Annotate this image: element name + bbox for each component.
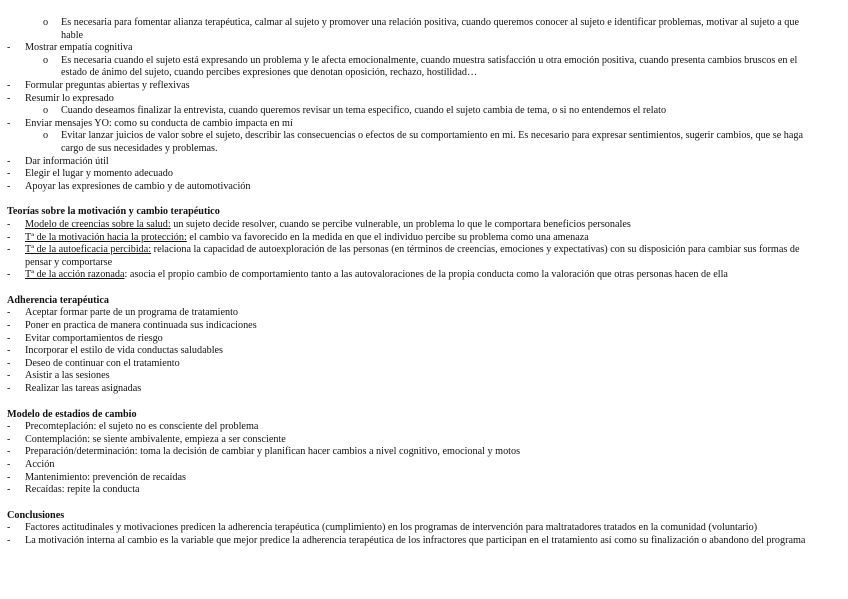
theory-text: un sujeto decide resolver, cuando se percibe vulnerable, un problema lo que le comportara beneficios personales	[170, 218, 631, 230]
dash-marker: -	[7, 79, 11, 91]
theory-term: Modelo de creencias sobre la salud:	[25, 218, 171, 230]
sub-item-text: Es necesaria cuando el sujeto está expresando un problema y le afecta emocionalmente, cuando muestra satisfacción u otra emoción positiva, cuando presenta cambios bruscos en el estado de ánimo del sujeto, cuando percibes expresiones que denotan oposición, rechazo, hostilidad…	[61, 54, 798, 79]
dash-marker: -	[7, 42, 11, 54]
list-item	[7, 219, 810, 232]
list-item-text: Poner en practica de manera continuada sus indicaciones	[25, 320, 257, 332]
list-item-text: Mantenimiento: prevención de recaídas	[25, 471, 186, 483]
sub-list-item	[7, 55, 810, 80]
dash-marker: -	[7, 446, 11, 458]
dash-marker: -	[7, 155, 11, 167]
list-item	[7, 168, 810, 181]
dash-marker: -	[7, 168, 11, 180]
stages-list	[7, 421, 810, 497]
list-item	[7, 307, 810, 320]
conclusions-list	[7, 522, 810, 547]
list-item	[7, 333, 810, 346]
sub-list-item	[7, 17, 810, 42]
list-item-text: Mostrar empatía cognitiva	[25, 42, 133, 54]
list-item	[7, 434, 810, 447]
list-item	[7, 244, 810, 269]
theory-text: relaciona la capacidad de autoexploración de las personas (en términos de creencias, emociones y expectativas) con su disposición para cambiar sus formas de pensar y comportarse	[25, 244, 800, 268]
list-item	[7, 383, 810, 396]
dash-marker: -	[7, 370, 11, 382]
list-item-text: Aceptar formar parte de un programa de tratamiento	[25, 307, 238, 319]
section-heading-stages: Modelo de estadios de cambio	[7, 408, 137, 420]
list-item-text: Asistir a las sesiones	[25, 370, 110, 382]
list-item-text: Factores actitudinales y motivaciones predicen la adherencia terapéutica (cumplimiento) en los programas de intervención para maltratadores tratados en la comunidad (voluntario)	[25, 522, 758, 534]
theory-term: Tª de la autoeficacia percibida:	[25, 244, 152, 256]
dash-marker: -	[7, 383, 11, 395]
dash-marker: -	[7, 357, 11, 369]
list-item-text: Precomteplación: el sujeto no es consciente del problema	[25, 421, 259, 433]
list-item	[7, 269, 810, 282]
list-item	[7, 42, 810, 55]
dash-marker: -	[7, 421, 11, 433]
theories-list	[7, 219, 810, 282]
list-item-text: Contemplación: se siente ambivalente, empieza a ser consciente	[25, 433, 286, 445]
dash-marker: -	[7, 332, 11, 344]
list-item	[7, 345, 810, 358]
dash-marker: -	[7, 345, 11, 357]
list-item	[7, 459, 810, 472]
theory-term: Tª de la acción razonada	[25, 269, 125, 281]
dash-marker: -	[7, 231, 11, 243]
sub-item-text: Es necesaria para fomentar alianza terapéutica, calmar al sujeto y promover una relación positiva, cuando queremos conocer al sujeto e identificar problemas, motivar al sujeto a que hable	[61, 17, 800, 41]
list-item	[7, 181, 810, 194]
list-item	[7, 522, 810, 535]
list-item-text: Enviar mensajes YO: como su conducta de cambio impacta en mí	[25, 117, 293, 129]
dash-marker: -	[7, 459, 11, 470]
list-item	[7, 446, 810, 459]
dash-marker: -	[7, 522, 11, 534]
list-item-text: Recaídas: repite la conducta	[25, 484, 140, 496]
dash-marker: -	[7, 484, 11, 496]
dash-marker: -	[7, 244, 11, 256]
theory-term: Tª de la motivación hacia la protección:	[25, 231, 187, 243]
dash-marker: -	[7, 117, 11, 129]
dash-marker: -	[7, 320, 11, 332]
dash-marker: -	[7, 218, 11, 230]
list-item-text: Elegir el lugar y momento adecuado	[25, 168, 173, 180]
dash-marker: -	[7, 471, 11, 483]
dash-marker: -	[7, 269, 11, 281]
list-item-text: Preparación/determinación: toma la decisión de cambiar y planifican hacer cambios a nivel cognitivo, emocional y motos	[25, 446, 521, 458]
list-item	[7, 370, 810, 383]
section-heading-theories: Teorías sobre la motivación y cambio terapéutico	[7, 206, 220, 218]
dash-marker: -	[7, 92, 11, 104]
list-item	[7, 93, 810, 106]
list-item-text: La motivación interna al cambio es la variable que mejor predice la adherencia terapéutica de los infractores que participan en el tratamiento así como su finalización o abandono del programa	[25, 534, 806, 546]
sub-list-item	[7, 105, 810, 118]
list-item	[7, 535, 810, 548]
sub-item-text: Cuando deseamos finalizar la entrevista, cuando queremos revisar un tema especifico, cuando el sujeto cambia de tema, o si no entendemos el relato	[61, 105, 667, 117]
list-item	[7, 118, 810, 131]
bullet-marker: o	[43, 105, 49, 117]
list-item	[7, 232, 810, 245]
list-item-text: Evitar comportamientos de riesgo	[25, 332, 163, 344]
list-item	[7, 358, 810, 371]
section-heading-conclusions: Conclusiones	[7, 509, 65, 521]
list-item-text: Dar información útil	[25, 155, 109, 167]
list-item-text: Realizar las tareas asignadas	[25, 383, 142, 395]
list-item-text: Incorporar el estilo de vida conductas saludables	[25, 345, 224, 357]
list-item	[7, 320, 810, 333]
list-item-text: Formular preguntas abiertas y reflexivas	[25, 79, 190, 91]
sub-list-item	[7, 130, 810, 155]
skills-list	[7, 42, 810, 193]
adherence-list	[7, 307, 810, 395]
bullet-marker: o	[43, 130, 49, 142]
bullet-marker: o	[43, 54, 49, 66]
dash-marker: -	[7, 307, 11, 319]
list-item-text: Resumir lo expresado	[25, 92, 114, 104]
dash-marker: -	[7, 180, 11, 192]
list-item	[7, 484, 810, 497]
list-item	[7, 472, 810, 485]
list-item	[7, 421, 810, 434]
theory-text: el cambio va favorecido en la medida en que el individuo percibe su problema como una amenaza	[186, 231, 589, 243]
list-item-text: Acción	[25, 459, 55, 470]
section-heading-adherence: Adherencia terapéutica	[7, 294, 109, 306]
bullet-marker: o	[43, 17, 49, 28]
dash-marker: -	[7, 433, 11, 445]
theory-text: : asocia el propio cambio de comportamiento tanto a las autovaloraciones de la propia conducta como la valoración que otras personas hacen de ella	[124, 269, 728, 281]
dash-marker: -	[7, 534, 11, 546]
list-item	[7, 80, 810, 93]
list-item	[7, 156, 810, 169]
sub-item-text: Evitar lanzar juicios de valor sobre el sujeto, describir las consecuencias o efectos de su comportamiento en mi. Es necesario para expresar sentimientos, sugerir cambios, que se haga cargo de sus necesidades y problemas.	[61, 130, 804, 154]
list-item-text: Apoyar las expresiones de cambio y de automotivación	[25, 180, 251, 192]
list-item-text: Deseo de continuar con el tratamiento	[25, 357, 180, 369]
